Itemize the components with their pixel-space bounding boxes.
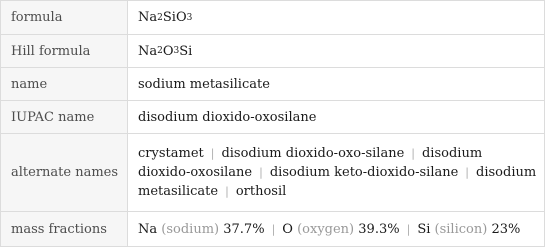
- name-value: sodium metasilicate: [128, 68, 545, 100]
- row-label-formula: formula: [0, 1, 128, 34]
- row-formula: [0, 0, 545, 34]
- row-mass-fractions: [0, 211, 545, 247]
- row-label-name: name: [0, 68, 128, 100]
- row-hill-formula: [0, 34, 545, 67]
- row-name: [0, 67, 545, 100]
- formula-value: Na 2 SiO 3: [128, 1, 545, 34]
- row-alternate-names: [0, 133, 545, 211]
- element-name: (sodium): [161, 221, 220, 237]
- alternate-name: orthosil: [235, 184, 287, 199]
- separator: |: [406, 222, 411, 236]
- element-name: (oxygen): [297, 221, 355, 237]
- row-label-mass-fractions: mass fractions: [0, 212, 128, 246]
- row-iupac-name: [0, 100, 545, 133]
- separator: |: [210, 147, 215, 160]
- formula-part: Na: [138, 10, 158, 25]
- row-label-hill-formula: Hill formula: [0, 35, 128, 67]
- hill-formula-value: Na 2 O 3 Si: [128, 35, 545, 67]
- element-symbol: Si: [417, 221, 431, 237]
- formula-part: SiO: [162, 10, 187, 25]
- separator: |: [465, 166, 470, 179]
- formula-part: Na: [138, 43, 158, 59]
- mass-fractions-value: [128, 212, 545, 246]
- row-label-iupac-name: IUPAC name: [0, 101, 128, 133]
- fraction-value: 39.3%: [358, 221, 400, 237]
- element-symbol: Na: [138, 221, 158, 237]
- alternate-name: crystamet: [138, 146, 204, 161]
- fraction-value: 37.7%: [223, 221, 265, 237]
- separator: |: [225, 185, 229, 198]
- mass-fraction-item: [138, 220, 265, 239]
- alternate-name: disodium metasilicate: [138, 165, 537, 199]
- row-label-alternate-names: alternate names: [0, 134, 128, 211]
- alternate-name: disodium keto-dioxido-silane: [269, 165, 459, 180]
- alternate-name: disodium dioxido-oxo-silane: [221, 146, 405, 161]
- element-symbol: O: [282, 221, 293, 237]
- iupac-name-value: disodium dioxido-oxosilane: [128, 101, 545, 133]
- formula-part: O: [162, 43, 174, 59]
- separator: |: [271, 222, 276, 236]
- formula-part: Si: [179, 43, 193, 59]
- alternate-name: disodium dioxido-oxosilane: [138, 146, 483, 180]
- fraction-value: 23%: [491, 221, 521, 237]
- separator: |: [411, 147, 415, 160]
- element-name: (silicon): [434, 221, 488, 237]
- alternate-names-value: [128, 134, 545, 211]
- mass-fraction-item: [282, 220, 399, 239]
- separator: |: [259, 166, 263, 179]
- alternate-names-list: [138, 144, 538, 201]
- mass-fraction-item: [417, 220, 520, 239]
